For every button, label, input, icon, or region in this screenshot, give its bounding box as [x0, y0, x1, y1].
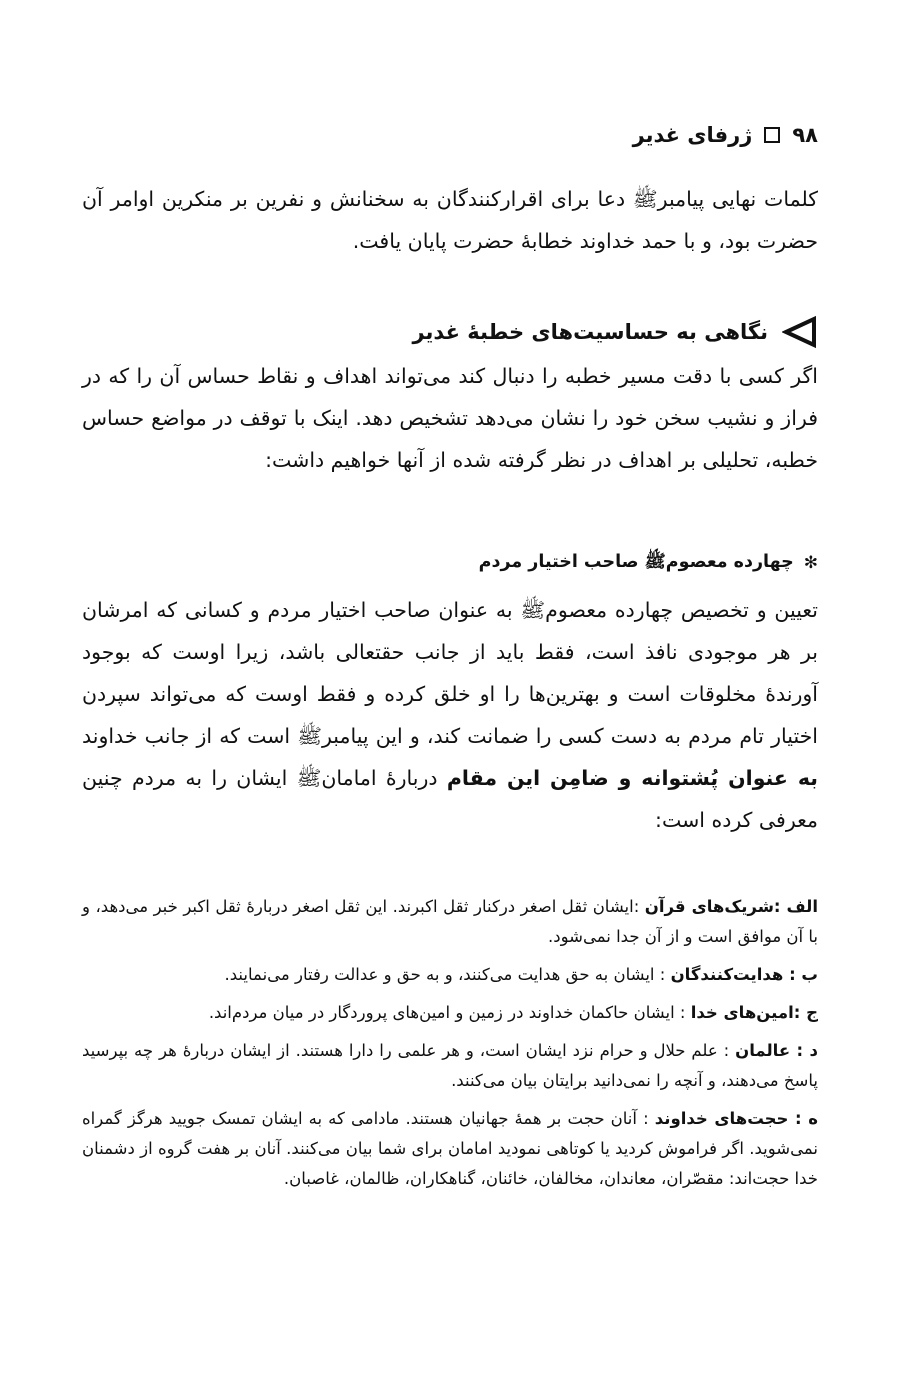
- paragraph-closing-words: کلمات نهایی پیامبرﷺ دعا برای اقرارکنندگان به سخنانش و نفرین بر منکرین اوامر آن حضرت بود، و با حمد خداوند خطابهٔ حضرت پایان یافت.: [82, 187, 818, 253]
- page-number: ۹۸: [792, 123, 818, 147]
- list-item-label: د : عالمان: [735, 1041, 819, 1060]
- attributes-list: [82, 892, 818, 1202]
- section-heading: [82, 312, 818, 352]
- paragraph-text-part1: تعیین و تخصیص چهارده معصوم‌ﷺ به عنوان صاحب اختیار مردم و کسانی که امرشان بر هر موجودی نافذ است، فقط باید از جانب حقتعالی باشد، زیرا اوست که بوجود آورندهٔ مخلوقات است و بهترین‌ها را او خلق کرده و فقط اوست که می‌تواند سپردن اختیار تام مردم به دست کسی را ضمانت کند، و این پیامبرﷺ است که از جانب خداوند: [82, 598, 818, 748]
- section-title: نگاهی به حساسیت‌های خطبهٔ غدیر: [412, 320, 768, 344]
- list-item: [82, 1036, 818, 1096]
- list-item-label: الف :شریک‌های قرآن: [644, 897, 819, 916]
- paragraph-text-part2: دربارهٔ امامان‌ﷺ ایشان را به مردم چنین معرفی کرده است:: [82, 766, 818, 832]
- book-title: ژرفای غدیر: [632, 123, 753, 147]
- list-item-label: ب : هدایت‌کنندگان: [670, 965, 818, 984]
- asterisk-icon: ✻: [803, 553, 818, 573]
- list-item-text: : ایشان به حق هدایت می‌کنند، و به حق و عدالت رفتار می‌نمایند.: [224, 965, 666, 984]
- list-item-label: ج :امین‌های خدا: [690, 1003, 818, 1022]
- list-item: [82, 1104, 818, 1194]
- triangle-pointer-icon: [782, 315, 818, 349]
- running-header: [82, 118, 818, 152]
- list-item-text: :ایشان ثقل اصغر درکنار ثقل اکبرند. این ثقل اصغر دربارهٔ ثقل اکبر خبر می‌دهد، و با آن موافق است و از آن جدا نمی‌شود.: [82, 897, 818, 946]
- list-item-text: : ایشان حاکمان خداوند در زمین و امین‌های پروردگار در میان مردم‌اند.: [208, 1003, 686, 1022]
- list-item-label: ه : حجت‌های خداوند: [654, 1109, 818, 1128]
- list-item-text: : آنان حجت بر همهٔ جهانیان هستند. مادامی که به ایشان تمسک جویید هرگز گمراه نمی‌شوید. اگر فراموش کردید یا کوتاهی نمودید امامان برای شما بیان می‌کنند. آنان بر هفت گروه از دشمنان خدا حجت‌اند: مقصّران، معاندان، مخالفان، خائنان، گناهکاران، ظالمان، غاصبان.: [82, 1109, 818, 1188]
- list-item: [82, 960, 818, 990]
- square-icon: [764, 127, 780, 143]
- subsection-title: چهارده معصوم‌ﷺ صاحب اختیار مردم: [478, 552, 794, 572]
- paragraph-infallibles: [82, 589, 818, 841]
- list-item: [82, 998, 818, 1028]
- paragraph-sensitivities: اگر کسی با دقت مسیر خطبه را دنبال کند می‌تواند اهداف و نقاط حساس آن را که در فراز و نشیب سخن خود را نشان می‌دهد تشخیص دهد. اینک با توقف در مواضع حساس خطبه، تحلیلی بر اهداف در نظر گرفته شده از آنها خواهیم داشت:: [82, 364, 818, 472]
- subsection-heading: [82, 545, 818, 581]
- list-item: [82, 892, 818, 952]
- paragraph-bold-phrase: به عنوان پُشتوانه و ضامِن این مقام: [446, 766, 818, 790]
- list-item-text: : علم حلال و حرام نزد ایشان است، و هر علمی را دارا هستند. از ایشان دربارهٔ هر چه بپرسید پاسخ می‌دهند، و آنچه را نمی‌دانید برایتان بیان می‌کنند.: [82, 1041, 818, 1090]
